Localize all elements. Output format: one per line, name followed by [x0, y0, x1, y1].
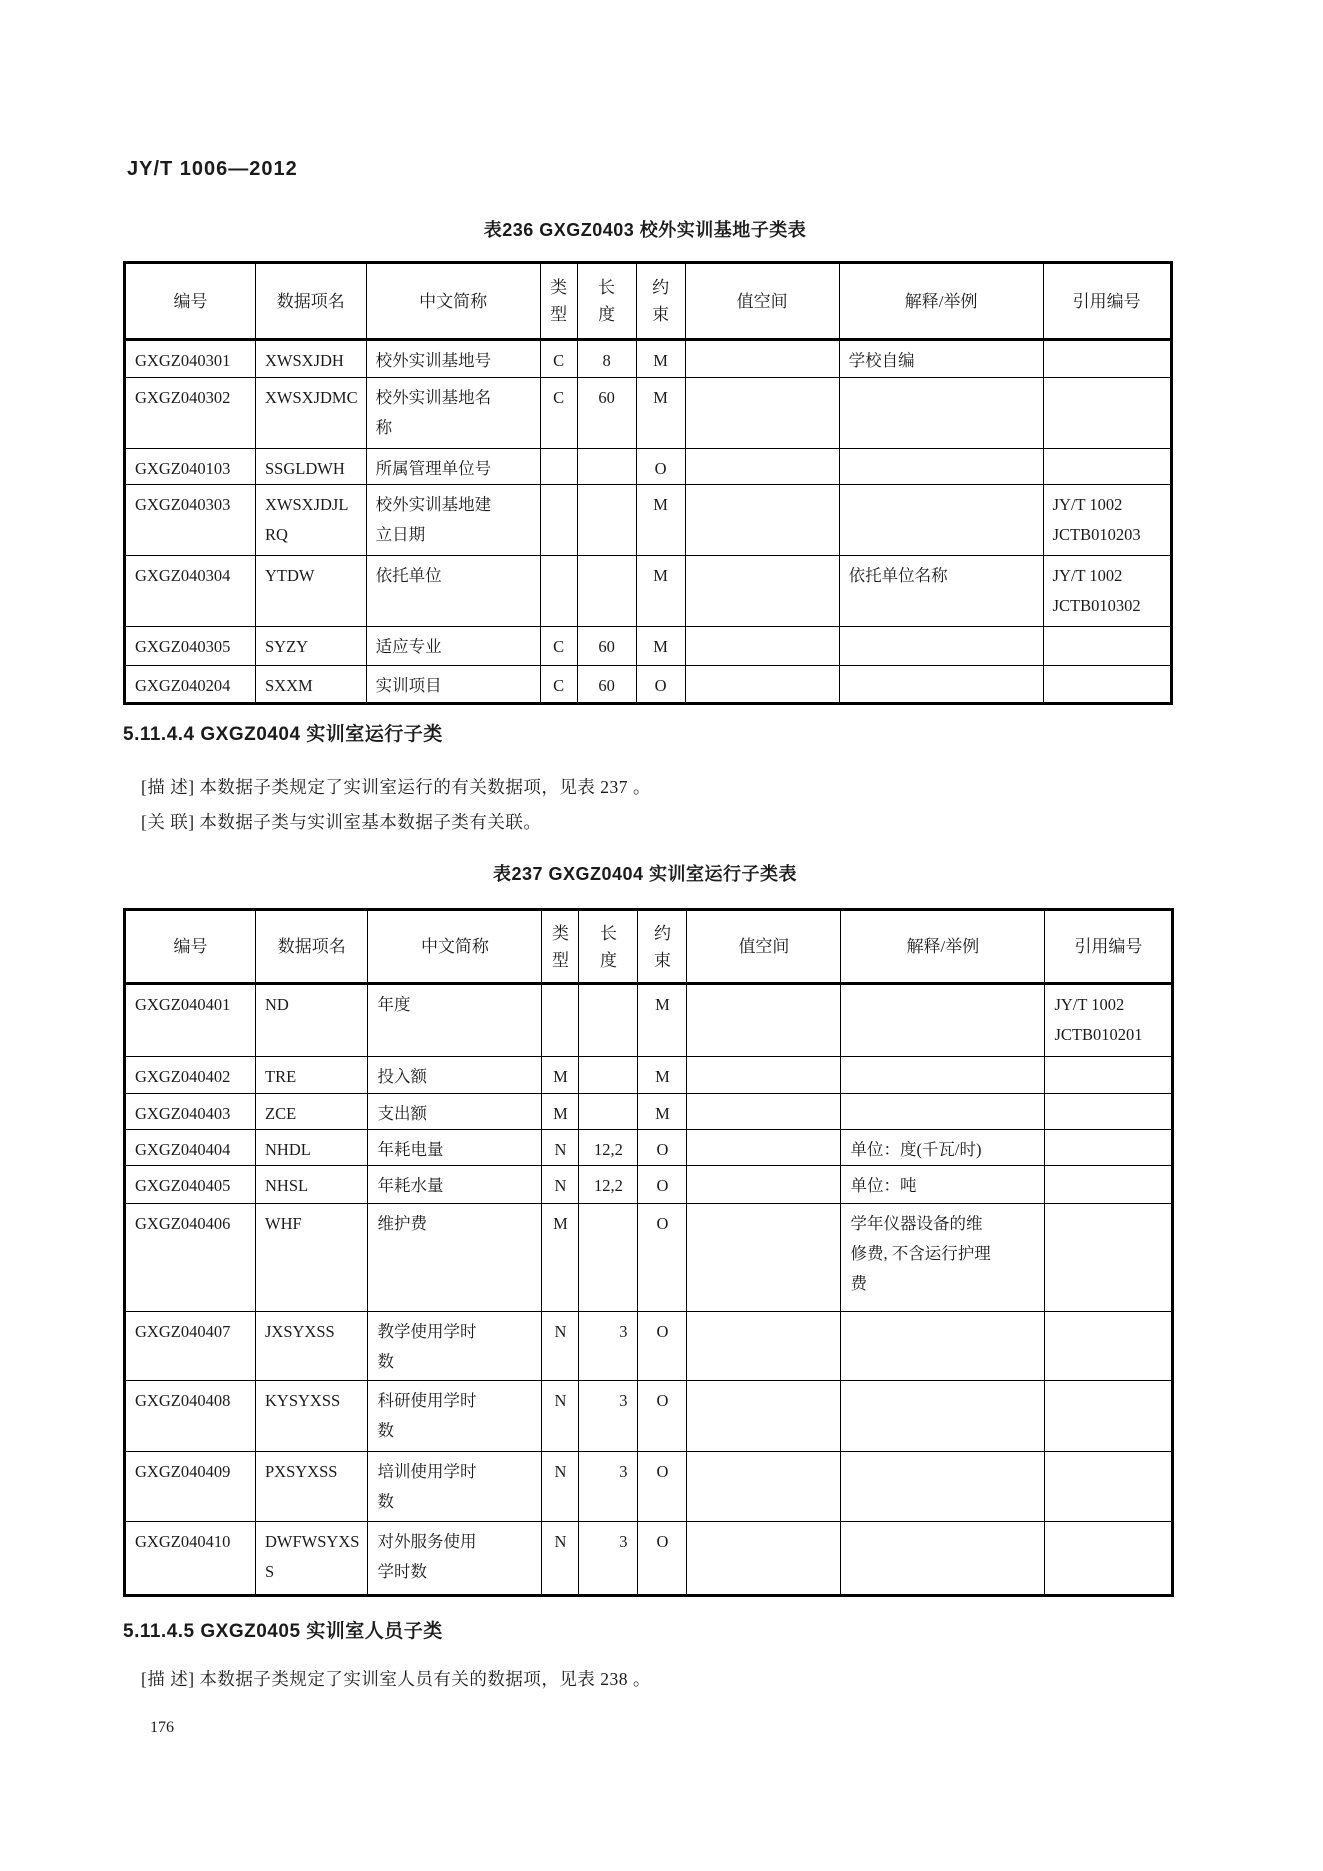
table-cell — [841, 1381, 1045, 1452]
column-header-1: 数据项名 — [256, 910, 368, 984]
table-cell — [687, 1130, 841, 1166]
table-row — [125, 1204, 1173, 1312]
table-cell: 维护费 — [368, 1204, 542, 1312]
table-cell — [687, 984, 841, 1057]
table-cell: SYZY — [256, 627, 367, 666]
table-cell: JY/T 1002 JCTB010302 — [1043, 556, 1171, 627]
table-cell: O — [638, 1166, 687, 1204]
table-cell — [1045, 1452, 1173, 1522]
table-cell: O — [638, 1381, 687, 1452]
table-cell — [841, 984, 1045, 1057]
table-cell — [685, 556, 839, 627]
table-cell — [685, 485, 839, 556]
table-cell: C — [540, 340, 577, 378]
table-cell: M — [542, 1204, 579, 1312]
table-cell: 60 — [577, 666, 636, 704]
table-row — [125, 1130, 1173, 1166]
table-cell: 校外实训基地名 称 — [366, 378, 540, 449]
table-cell — [1043, 449, 1171, 485]
table-row — [125, 485, 1172, 556]
table-cell: ND — [256, 984, 368, 1057]
table-cell: 学校自编 — [839, 340, 1043, 378]
table-cell: NHSL — [256, 1166, 368, 1204]
table-cell: 单位：吨 — [841, 1166, 1045, 1204]
column-header-0: 编号 — [125, 910, 256, 984]
table-cell: GXGZ040410 — [125, 1522, 256, 1596]
table-cell: SXXM — [256, 666, 367, 704]
table-cell: 支出额 — [368, 1094, 542, 1130]
table-cell: M — [636, 378, 685, 449]
table-cell: 12,2 — [579, 1166, 638, 1204]
column-header-2: 中文简称 — [368, 910, 542, 984]
description-paragraph-238: [描 述] 本数据子类规定了实训室人员有关的数据项，见表 238 。 — [141, 1669, 651, 1689]
table-236 — [123, 261, 1173, 705]
table-cell: JY/T 1002 JCTB010203 — [1043, 485, 1171, 556]
column-header-2: 中文简称 — [366, 263, 540, 340]
table-row — [125, 340, 1172, 378]
table-cell: M — [542, 1057, 579, 1094]
table-cell: 年耗水量 — [368, 1166, 542, 1204]
table-cell: ZCE — [256, 1094, 368, 1130]
table-cell — [1045, 1312, 1173, 1381]
table-cell: GXGZ040305 — [125, 627, 256, 666]
column-header-8: 引用编号 — [1043, 263, 1171, 340]
table-cell: O — [638, 1312, 687, 1381]
table-cell — [839, 666, 1043, 704]
table-cell — [579, 1094, 638, 1130]
table-cell: GXGZ040408 — [125, 1381, 256, 1452]
table-cell: C — [540, 378, 577, 449]
table-cell: C — [540, 627, 577, 666]
table-cell: N — [542, 1522, 579, 1596]
column-header-5: 约 束 — [636, 263, 685, 340]
table-cell — [1045, 1057, 1173, 1094]
table-cell: GXGZ040406 — [125, 1204, 256, 1312]
table-cell — [839, 378, 1043, 449]
table-cell — [841, 1452, 1045, 1522]
column-header-7: 解释/举例 — [839, 263, 1043, 340]
table-cell — [685, 378, 839, 449]
table-cell — [542, 984, 579, 1057]
table-cell: N — [542, 1381, 579, 1452]
table-cell: JXSYXSS — [256, 1312, 368, 1381]
table-cell: SSGLDWH — [256, 449, 367, 485]
column-header-4: 长 度 — [577, 263, 636, 340]
table-cell: O — [638, 1522, 687, 1596]
table-cell: KYSYXSS — [256, 1381, 368, 1452]
table-cell: DWFWSYXS S — [256, 1522, 368, 1596]
table-cell — [1043, 627, 1171, 666]
table-cell — [540, 485, 577, 556]
table-cell: XWSXJDJL RQ — [256, 485, 367, 556]
table-cell — [579, 1204, 638, 1312]
table-row — [125, 1094, 1173, 1130]
table-cell: 对外服务使用 学时数 — [368, 1522, 542, 1596]
table-cell — [577, 449, 636, 485]
column-header-5: 约 束 — [638, 910, 687, 984]
table-cell: GXGZ040301 — [125, 340, 256, 378]
table-cell: 3 — [579, 1522, 638, 1596]
table-cell: XWSXJDH — [256, 340, 367, 378]
table-cell: 60 — [577, 627, 636, 666]
table-cell — [687, 1381, 841, 1452]
table-cell: C — [540, 666, 577, 704]
table-cell: NHDL — [256, 1130, 368, 1166]
table-row — [125, 378, 1172, 449]
table-row — [125, 556, 1172, 627]
column-header-0: 编号 — [125, 263, 256, 340]
column-header-3: 类 型 — [542, 910, 579, 984]
table-cell: 校外实训基地号 — [366, 340, 540, 378]
table-cell: GXGZ040407 — [125, 1312, 256, 1381]
table-cell: 校外实训基地建 立日期 — [366, 485, 540, 556]
table-cell — [1043, 340, 1171, 378]
table-cell — [687, 1204, 841, 1312]
table-cell — [687, 1452, 841, 1522]
table-cell: 实训项目 — [366, 666, 540, 704]
column-header-4: 长 度 — [579, 910, 638, 984]
table-cell: 年耗电量 — [368, 1130, 542, 1166]
table-cell: JY/T 1002 JCTB010201 — [1045, 984, 1173, 1057]
table-row — [125, 1166, 1173, 1204]
table-cell: M — [636, 627, 685, 666]
table-cell — [579, 984, 638, 1057]
table-cell: WHF — [256, 1204, 368, 1312]
table-cell — [685, 666, 839, 704]
table-cell — [841, 1094, 1045, 1130]
table-cell: M — [636, 340, 685, 378]
column-header-1: 数据项名 — [256, 263, 367, 340]
table-cell: 3 — [579, 1452, 638, 1522]
table-cell: 60 — [577, 378, 636, 449]
table-cell — [1045, 1166, 1173, 1204]
table-cell: N — [542, 1166, 579, 1204]
table-236-header — [125, 263, 1172, 340]
relation-paragraph-237: [关 联] 本数据子类与实训室基本数据子类有关联。 — [141, 812, 542, 832]
table-cell: M — [542, 1094, 579, 1130]
table-cell: N — [542, 1312, 579, 1381]
column-header-6: 值空间 — [685, 263, 839, 340]
table-cell: 所属管理单位号 — [366, 449, 540, 485]
table-cell: O — [636, 666, 685, 704]
table-cell — [839, 449, 1043, 485]
table-cell: TRE — [256, 1057, 368, 1094]
table-cell — [579, 1057, 638, 1094]
table-cell — [841, 1522, 1045, 1596]
table-cell: 单位：度(千瓦/时) — [841, 1130, 1045, 1166]
table-236-body — [125, 340, 1172, 704]
table-cell: 依托单位 — [366, 556, 540, 627]
table-cell — [1045, 1204, 1173, 1312]
table-cell: GXGZ040204 — [125, 666, 256, 704]
table-cell — [1045, 1381, 1173, 1452]
table-cell — [1045, 1094, 1173, 1130]
table-row — [125, 984, 1173, 1057]
table-cell: 依托单位名称 — [839, 556, 1043, 627]
table-cell: 年度 — [368, 984, 542, 1057]
table-cell: 投入额 — [368, 1057, 542, 1094]
table-cell — [685, 627, 839, 666]
table-cell: GXGZ040302 — [125, 378, 256, 449]
table-cell — [540, 449, 577, 485]
table-cell: O — [638, 1130, 687, 1166]
table-cell: 3 — [579, 1312, 638, 1381]
table-row — [125, 1522, 1173, 1596]
doc-number: JY/T 1006—2012 — [127, 158, 298, 180]
section-heading-5-11-4-4: 5.11.4.4 GXGZ0404 实训室运行子类 — [123, 724, 443, 745]
table-cell: O — [638, 1452, 687, 1522]
page-number: 176 — [150, 1719, 174, 1736]
column-header-6: 值空间 — [687, 910, 841, 984]
table-cell: GXGZ040403 — [125, 1094, 256, 1130]
table-237 — [123, 908, 1174, 1597]
table-cell: XWSXJDMC — [256, 378, 367, 449]
table-cell: M — [638, 1094, 687, 1130]
table-cell: 适应专业 — [366, 627, 540, 666]
table-cell — [839, 627, 1043, 666]
table-cell: 8 — [577, 340, 636, 378]
table-cell: GXGZ040401 — [125, 984, 256, 1057]
table-237-body — [125, 984, 1173, 1596]
table-cell — [687, 1057, 841, 1094]
table-cell: M — [638, 1057, 687, 1094]
table-cell: M — [636, 485, 685, 556]
column-header-7: 解释/举例 — [841, 910, 1045, 984]
table-cell: N — [542, 1452, 579, 1522]
table-cell — [685, 449, 839, 485]
table-cell: 3 — [579, 1381, 638, 1452]
description-paragraph-237: [描 述] 本数据子类规定了实训室运行的有关数据项，见表 237 。 — [141, 777, 651, 797]
table-cell: M — [638, 984, 687, 1057]
table-cell: YTDW — [256, 556, 367, 627]
table-cell: GXGZ040402 — [125, 1057, 256, 1094]
table-row — [125, 1381, 1173, 1452]
table-cell: GXGZ040405 — [125, 1166, 256, 1204]
table-cell — [687, 1094, 841, 1130]
table-236-title: 表236 GXGZ0403 校外实训基地子类表 — [483, 220, 807, 240]
table-cell: GXGZ040409 — [125, 1452, 256, 1522]
table-cell: N — [542, 1130, 579, 1166]
section-heading-5-11-4-5: 5.11.4.5 GXGZ0405 实训室人员子类 — [123, 1621, 443, 1642]
table-cell: 培训使用学时 数 — [368, 1452, 542, 1522]
table-cell: 学年仪器设备的维 修费, 不含运行护理 费 — [841, 1204, 1045, 1312]
table-cell — [685, 340, 839, 378]
table-cell — [577, 485, 636, 556]
table-row — [125, 449, 1172, 485]
table-cell: GXGZ040103 — [125, 449, 256, 485]
table-row — [125, 1452, 1173, 1522]
table-cell — [1045, 1130, 1173, 1166]
table-cell — [540, 556, 577, 627]
table-cell: O — [638, 1204, 687, 1312]
table-cell: GXGZ040404 — [125, 1130, 256, 1166]
table-cell — [687, 1166, 841, 1204]
table-row — [125, 627, 1172, 666]
column-header-3: 类 型 — [540, 263, 577, 340]
table-cell — [687, 1312, 841, 1381]
table-cell — [1045, 1522, 1173, 1596]
column-header-8: 引用编号 — [1045, 910, 1173, 984]
table-cell: GXGZ040303 — [125, 485, 256, 556]
table-cell: 教学使用学时 数 — [368, 1312, 542, 1381]
table-cell: M — [636, 556, 685, 627]
table-cell: 12,2 — [579, 1130, 638, 1166]
table-row — [125, 1057, 1173, 1094]
table-237-header — [125, 910, 1173, 984]
table-237-title: 表237 GXGZ0404 实训室运行子类表 — [492, 864, 798, 884]
table-cell — [1043, 378, 1171, 449]
table-cell: 科研使用学时 数 — [368, 1381, 542, 1452]
table-cell — [1043, 666, 1171, 704]
table-row — [125, 1312, 1173, 1381]
table-cell — [839, 485, 1043, 556]
table-cell — [841, 1057, 1045, 1094]
table-cell: PXSYXSS — [256, 1452, 368, 1522]
table-row — [125, 666, 1172, 704]
table-cell — [841, 1312, 1045, 1381]
table-cell: O — [636, 449, 685, 485]
table-cell — [577, 556, 636, 627]
table-cell — [687, 1522, 841, 1596]
table-cell: GXGZ040304 — [125, 556, 256, 627]
